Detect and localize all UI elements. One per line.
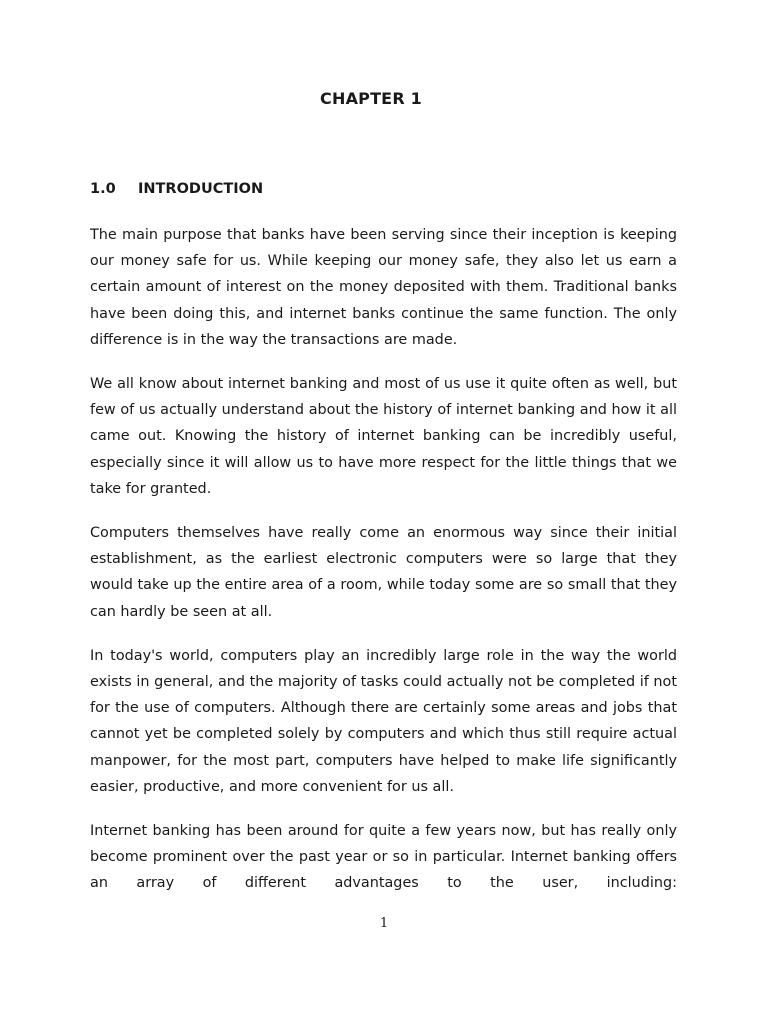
- section-title: INTRODUCTION: [138, 181, 264, 197]
- paragraph-4: In today's world, computers play an incredibly large role in the way the world exists in general, and the majority of tasks could actually not be completed if not for the use of computers. Although there are certainly some areas and jobs that cannot yet be completed solely by computers and which thus still require actual manpower, for the most part, computers have helped to make life significantly easier, productive, and more convenient for us all.: [90, 647, 677, 795]
- section-heading: [90, 181, 263, 197]
- paragraph-3: Computers themselves have really come an enormous way since their initial establishment, as the earliest electronic computers were so large that they would take up the entire area of a room, while today some are so small that they can hardly be seen at all.: [90, 525, 677, 620]
- chapter-title: CHAPTER 1: [320, 89, 422, 108]
- page-number: 1: [379, 916, 389, 931]
- section-number: 1.0: [90, 181, 116, 197]
- paragraph-5: Internet banking has been around for quite a few years now, but has really only become prominent over the past year or so in particular. Internet banking offers an array of different advantages to the user, including:: [90, 823, 677, 892]
- body-text: [90, 222, 677, 897]
- paragraph-1: The main purpose that banks have been serving since their inception is keeping our money safe for us. While keeping our money safe, they also let us earn a certain amount of interest on the money deposited with them. Traditional banks have been doing this, and internet banks continue the same function. The only difference is in the way the transactions are made.: [90, 227, 677, 348]
- paragraph-2: We all know about internet banking and most of us use it quite often as well, but few of us actually understand about the history of internet banking and how it all came out. Knowing the history of internet banking can be incredibly useful, especially since it will allow us to have more respect for the little things that we take for granted.: [90, 376, 677, 497]
